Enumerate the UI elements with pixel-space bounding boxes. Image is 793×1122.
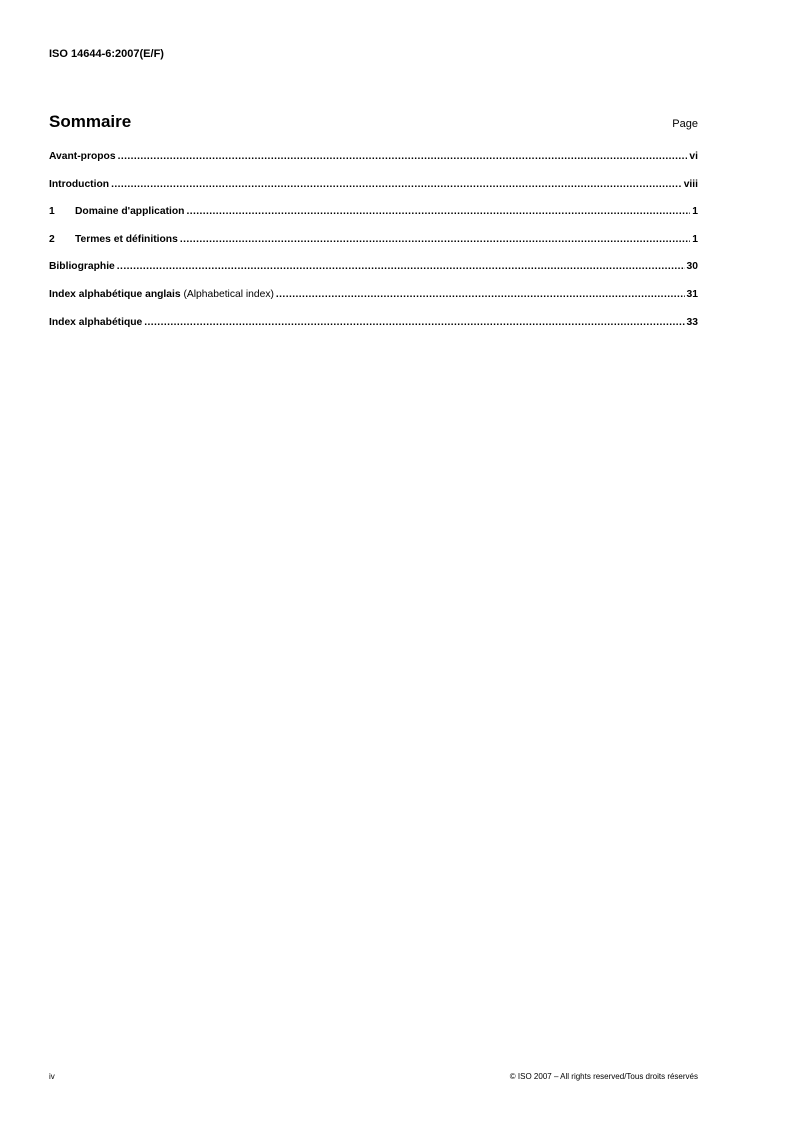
toc-entry-label: Domaine d'application bbox=[75, 206, 185, 218]
toc-entry-label: Introduction bbox=[49, 178, 110, 190]
toc-entry-label-suffix: (Alphabetical index) bbox=[180, 288, 274, 300]
page-number: iv bbox=[49, 1072, 55, 1081]
toc-entry-page: 1 bbox=[692, 206, 698, 218]
toc-entry-label-main: Index alphabétique anglais bbox=[49, 288, 181, 300]
toc-entry-page: 30 bbox=[686, 261, 698, 273]
page-column-label: Page bbox=[672, 118, 698, 130]
toc-entry-introduction[interactable] bbox=[49, 179, 698, 207]
toc-entry-bibliographie[interactable] bbox=[49, 261, 698, 289]
table-of-contents bbox=[49, 151, 698, 344]
document-id: ISO 14644-6:2007(E/F) bbox=[49, 48, 164, 60]
dot-leader bbox=[117, 261, 685, 272]
toc-entry-termes[interactable] bbox=[49, 234, 698, 262]
toc-entry-index[interactable] bbox=[49, 317, 698, 345]
toc-entry-index-anglais[interactable] bbox=[49, 289, 698, 317]
toc-entry-label: Index alphabétique bbox=[49, 316, 143, 328]
copyright-notice: © ISO 2007 – All rights reserved/Tous droits réservés bbox=[509, 1072, 698, 1081]
toc-entry-label bbox=[49, 289, 274, 300]
toc-entry-page: vi bbox=[689, 151, 698, 162]
toc-entry-number: 2 bbox=[49, 233, 55, 245]
toc-entry-avant-propos[interactable] bbox=[49, 151, 698, 179]
toc-entry-page: 33 bbox=[686, 316, 698, 328]
dot-leader bbox=[111, 179, 682, 190]
toc-entry-number: 1 bbox=[49, 206, 55, 218]
toc-title: Sommaire bbox=[49, 112, 132, 131]
dot-leader bbox=[118, 151, 688, 162]
toc-entry-label: Termes et définitions bbox=[75, 233, 178, 245]
page-footer bbox=[49, 1072, 698, 1081]
toc-entry-label: Avant-propos bbox=[49, 151, 116, 162]
dot-leader bbox=[276, 289, 685, 300]
toc-entry-domaine[interactable] bbox=[49, 206, 698, 234]
dot-leader bbox=[186, 206, 690, 217]
dot-leader bbox=[180, 234, 690, 245]
toc-entry-page: viii bbox=[683, 178, 698, 190]
toc-entry-label: Bibliographie bbox=[49, 261, 115, 273]
toc-entry-page: 1 bbox=[692, 233, 698, 245]
toc-entry-page: 31 bbox=[686, 288, 698, 300]
toc-heading bbox=[49, 112, 698, 132]
dot-leader bbox=[144, 317, 684, 328]
